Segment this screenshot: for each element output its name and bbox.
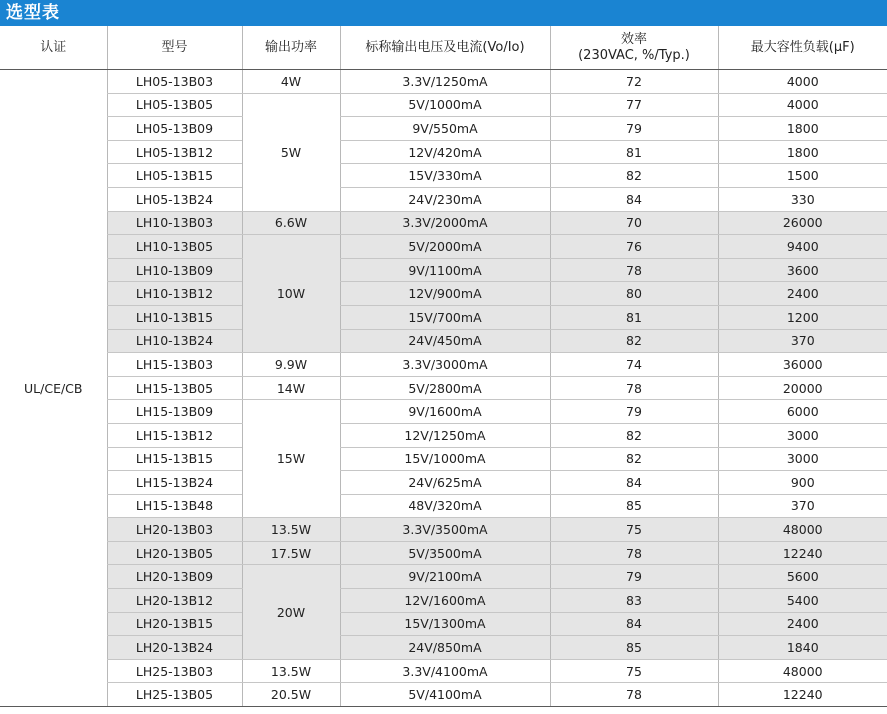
efficiency-cell: 78 <box>550 258 718 282</box>
model-cell: LH15-13B15 <box>107 447 242 471</box>
capacitive-load-cell: 48000 <box>718 518 887 542</box>
efficiency-cell: 79 <box>550 117 718 141</box>
power-cell: 13.5W <box>242 659 340 683</box>
model-cell: LH20-13B05 <box>107 541 242 565</box>
table-row <box>0 117 887 141</box>
voltage-cell: 24V/230mA <box>340 187 550 211</box>
capacitive-load-cell: 370 <box>718 494 887 518</box>
voltage-cell: 15V/330mA <box>340 164 550 188</box>
capacitive-load-cell: 1800 <box>718 117 887 141</box>
table-row <box>0 565 887 589</box>
model-cell: LH20-13B15 <box>107 612 242 636</box>
table-row <box>0 70 887 94</box>
efficiency-cell: 84 <box>550 471 718 495</box>
capacitive-load-cell: 9400 <box>718 235 887 259</box>
efficiency-cell: 79 <box>550 400 718 424</box>
page-title: 选型表 <box>0 0 887 26</box>
efficiency-cell: 78 <box>550 376 718 400</box>
model-cell: LH10-13B12 <box>107 282 242 306</box>
voltage-cell: 9V/1600mA <box>340 400 550 424</box>
model-cell: LH15-13B12 <box>107 423 242 447</box>
table-row <box>0 659 887 683</box>
power-cell: 4W <box>242 70 340 94</box>
selection-table <box>0 26 887 707</box>
voltage-cell: 12V/1250mA <box>340 423 550 447</box>
voltage-cell: 3.3V/1250mA <box>340 70 550 94</box>
model-cell: LH20-13B12 <box>107 589 242 613</box>
model-cell: LH20-13B03 <box>107 518 242 542</box>
voltage-cell: 3.3V/2000mA <box>340 211 550 235</box>
capacitive-load-cell: 3000 <box>718 447 887 471</box>
efficiency-cell: 81 <box>550 140 718 164</box>
power-cell: 6.6W <box>242 211 340 235</box>
capacitive-load-cell: 1500 <box>718 164 887 188</box>
table-row <box>0 258 887 282</box>
efficiency-cell: 72 <box>550 70 718 94</box>
efficiency-cell: 85 <box>550 636 718 660</box>
table-row <box>0 471 887 495</box>
efficiency-cell: 82 <box>550 423 718 447</box>
table-row <box>0 494 887 518</box>
voltage-cell: 12V/900mA <box>340 282 550 306</box>
model-cell: LH05-13B24 <box>107 187 242 211</box>
model-cell: LH05-13B12 <box>107 140 242 164</box>
voltage-cell: 3.3V/3500mA <box>340 518 550 542</box>
header-voltage: 标称输出电压及电流(Vo/Io) <box>340 26 550 70</box>
efficiency-cell: 78 <box>550 683 718 707</box>
table-row <box>0 683 887 707</box>
efficiency-cell: 83 <box>550 589 718 613</box>
header-cert: 认证 <box>0 26 107 70</box>
table-row <box>0 211 887 235</box>
table-row <box>0 612 887 636</box>
header-row <box>0 26 887 70</box>
capacitive-load-cell: 12240 <box>718 541 887 565</box>
voltage-cell: 9V/550mA <box>340 117 550 141</box>
capacitive-load-cell: 48000 <box>718 659 887 683</box>
voltage-cell: 12V/420mA <box>340 140 550 164</box>
table-row <box>0 376 887 400</box>
power-cell: 10W <box>242 235 340 353</box>
capacitive-load-cell: 5600 <box>718 565 887 589</box>
capacitive-load-cell: 6000 <box>718 400 887 424</box>
power-cell: 17.5W <box>242 541 340 565</box>
power-cell: 20W <box>242 565 340 659</box>
table-row <box>0 93 887 117</box>
header-model: 型号 <box>107 26 242 70</box>
voltage-cell: 3.3V/4100mA <box>340 659 550 683</box>
capacitive-load-cell: 330 <box>718 187 887 211</box>
voltage-cell: 24V/450mA <box>340 329 550 353</box>
efficiency-cell: 70 <box>550 211 718 235</box>
power-cell: 15W <box>242 400 340 518</box>
efficiency-cell: 79 <box>550 565 718 589</box>
power-cell: 13.5W <box>242 518 340 542</box>
table-row <box>0 305 887 329</box>
model-cell: LH15-13B24 <box>107 471 242 495</box>
table-row <box>0 636 887 660</box>
voltage-cell: 5V/4100mA <box>340 683 550 707</box>
model-cell: LH10-13B15 <box>107 305 242 329</box>
capacitive-load-cell: 26000 <box>718 211 887 235</box>
efficiency-cell: 75 <box>550 659 718 683</box>
efficiency-cell: 84 <box>550 187 718 211</box>
header-capacitive-load: 最大容性负载(µF) <box>718 26 887 70</box>
efficiency-cell: 80 <box>550 282 718 306</box>
model-cell: LH15-13B09 <box>107 400 242 424</box>
voltage-cell: 12V/1600mA <box>340 589 550 613</box>
model-cell: LH25-13B05 <box>107 683 242 707</box>
voltage-cell: 5V/3500mA <box>340 541 550 565</box>
header-power: 输出功率 <box>242 26 340 70</box>
table-row <box>0 423 887 447</box>
capacitive-load-cell: 1800 <box>718 140 887 164</box>
capacitive-load-cell: 4000 <box>718 93 887 117</box>
efficiency-cell: 76 <box>550 235 718 259</box>
model-cell: LH05-13B15 <box>107 164 242 188</box>
voltage-cell: 15V/1300mA <box>340 612 550 636</box>
certification-cell: UL/CE/CB <box>0 70 107 707</box>
voltage-cell: 24V/625mA <box>340 471 550 495</box>
efficiency-cell: 84 <box>550 612 718 636</box>
capacitive-load-cell: 5400 <box>718 589 887 613</box>
table-row <box>0 518 887 542</box>
model-cell: LH20-13B09 <box>107 565 242 589</box>
voltage-cell: 24V/850mA <box>340 636 550 660</box>
header-efficiency-line2: (230VAC, %/Typ.) <box>578 47 690 63</box>
model-cell: LH25-13B03 <box>107 659 242 683</box>
capacitive-load-cell: 3600 <box>718 258 887 282</box>
capacitive-load-cell: 2400 <box>718 282 887 306</box>
model-cell: LH15-13B48 <box>107 494 242 518</box>
voltage-cell: 5V/1000mA <box>340 93 550 117</box>
table-row <box>0 329 887 353</box>
capacitive-load-cell: 900 <box>718 471 887 495</box>
capacitive-load-cell: 36000 <box>718 353 887 377</box>
model-cell: LH05-13B09 <box>107 117 242 141</box>
power-cell: 5W <box>242 93 340 211</box>
efficiency-cell: 81 <box>550 305 718 329</box>
capacitive-load-cell: 2400 <box>718 612 887 636</box>
table-body <box>0 70 887 707</box>
voltage-cell: 3.3V/3000mA <box>340 353 550 377</box>
power-cell: 20.5W <box>242 683 340 707</box>
table-row <box>0 164 887 188</box>
model-cell: LH10-13B09 <box>107 258 242 282</box>
table-row <box>0 447 887 471</box>
capacitive-load-cell: 370 <box>718 329 887 353</box>
capacitive-load-cell: 20000 <box>718 376 887 400</box>
capacitive-load-cell: 4000 <box>718 70 887 94</box>
header-efficiency <box>550 26 718 70</box>
table-row <box>0 353 887 377</box>
voltage-cell: 15V/700mA <box>340 305 550 329</box>
table-row <box>0 400 887 424</box>
model-cell: LH05-13B03 <box>107 70 242 94</box>
power-cell: 14W <box>242 376 340 400</box>
table-row <box>0 282 887 306</box>
efficiency-cell: 85 <box>550 494 718 518</box>
header-efficiency-line1: 效率 <box>620 31 647 47</box>
voltage-cell: 48V/320mA <box>340 494 550 518</box>
table-row <box>0 589 887 613</box>
table-row <box>0 140 887 164</box>
model-cell: LH10-13B24 <box>107 329 242 353</box>
voltage-cell: 9V/2100mA <box>340 565 550 589</box>
efficiency-cell: 75 <box>550 518 718 542</box>
efficiency-cell: 82 <box>550 329 718 353</box>
capacitive-load-cell: 12240 <box>718 683 887 707</box>
table-row <box>0 541 887 565</box>
capacitive-load-cell: 1200 <box>718 305 887 329</box>
model-cell: LH20-13B24 <box>107 636 242 660</box>
power-cell: 9.9W <box>242 353 340 377</box>
table-row <box>0 235 887 259</box>
model-cell: LH10-13B05 <box>107 235 242 259</box>
efficiency-cell: 77 <box>550 93 718 117</box>
voltage-cell: 5V/2800mA <box>340 376 550 400</box>
model-cell: LH15-13B03 <box>107 353 242 377</box>
model-cell: LH05-13B05 <box>107 93 242 117</box>
voltage-cell: 5V/2000mA <box>340 235 550 259</box>
model-cell: LH15-13B05 <box>107 376 242 400</box>
voltage-cell: 15V/1000mA <box>340 447 550 471</box>
efficiency-cell: 74 <box>550 353 718 377</box>
efficiency-cell: 78 <box>550 541 718 565</box>
capacitive-load-cell: 1840 <box>718 636 887 660</box>
capacitive-load-cell: 3000 <box>718 423 887 447</box>
voltage-cell: 9V/1100mA <box>340 258 550 282</box>
efficiency-cell: 82 <box>550 447 718 471</box>
model-cell: LH10-13B03 <box>107 211 242 235</box>
efficiency-cell: 82 <box>550 164 718 188</box>
table-row <box>0 187 887 211</box>
